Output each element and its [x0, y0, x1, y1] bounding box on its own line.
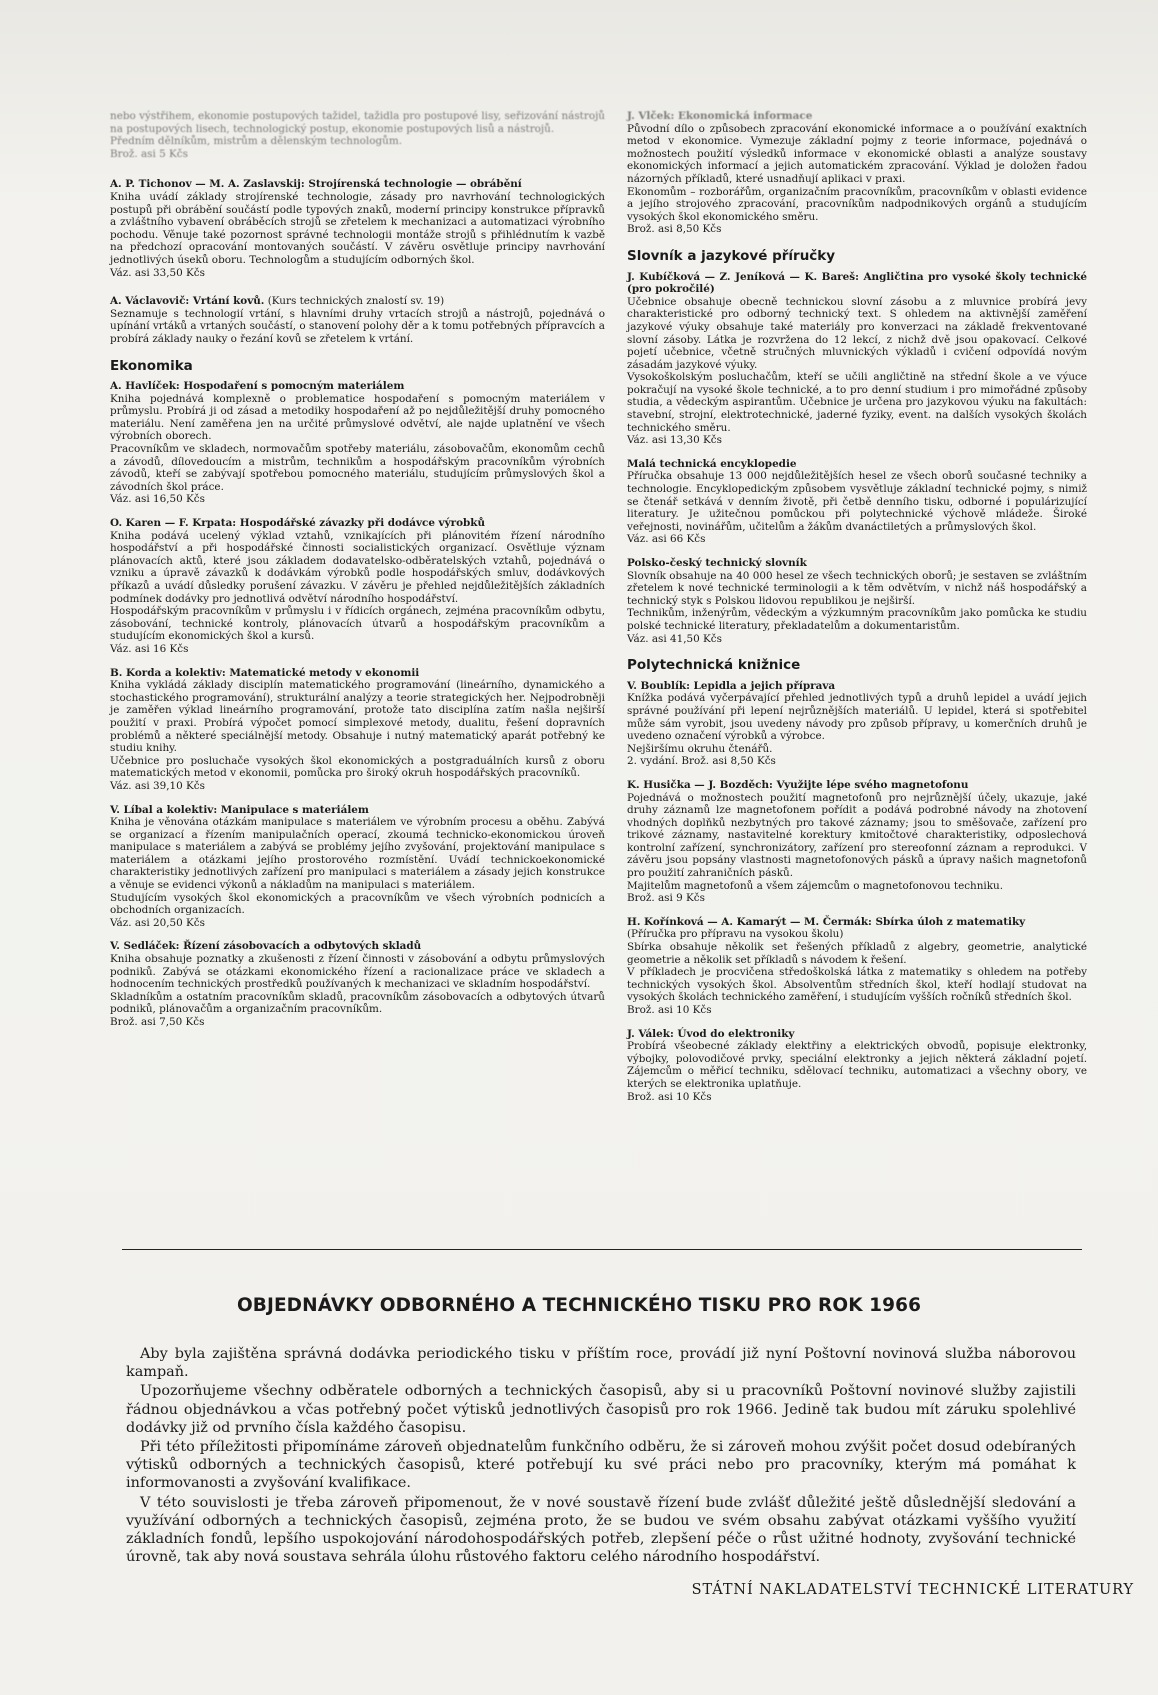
book-price: Váz. asi 39,10 Kčs	[110, 779, 205, 792]
book-description: Sbírka obsahuje několik set řešených příkladů z algebry, geometrie, analytické geometrie a několik set příkladů s návodem k řešení.	[627, 941, 1087, 966]
book-author-title: Polsko-český technický slovník	[627, 557, 807, 569]
announcement-headline: OBJEDNÁVKY ODBORNÉHO A TECHNICKÉHO TISKU PRO ROK 1966	[236, 1295, 922, 1316]
book-description: Učebnice obsahuje obecně technickou slovní zásobu a z mluvnice probírá jevy charakteristické pro odborný technický text. S ohledem na aktivnější zaměření jazykové výuky obsahuje také materiály pro konverzaci na základě frekventované slovní zásoby. Látka je rozvržena do 12 lekcí, z nichž dvě jsou opakovací. Celkové pojetí učebnice, včetně stručných mluvnických výkladů i cvičení odpovídá novým zásadám jazykové výuky.	[627, 295, 1087, 371]
book-author-title: J. Válek: Úvod do elektroniky	[627, 1027, 795, 1040]
book-price: Váz. asi 41,50 Kčs	[627, 632, 722, 645]
book-author-title: V. Líbal a kolektiv: Manipulace s materiálem	[110, 803, 369, 816]
book-author-title: V. Boublík: Lepidla a jejich příprava	[627, 679, 836, 692]
announcement-paragraph: Při této příležitosti připomínáme zároveň objednatelům funkčního odběru, že si zároveň mohou zvýšit počet dosud odebíraných výtisků odborných a technických časopisů, které potřebují ku své práci nebo pro pracovníky, kterým má pomáhat k informovanosti a zvyšování kvalifikace.	[126, 1439, 1076, 1492]
book-description: Kniha obsahuje poznatky a zkušenosti z řízení činnosti v zásobování a odbytu průmyslových podniků. Zabývá se otázkami ekonomického řízení a racionalizace práce ve skladech a hodnocením technických prostředků používaných k mechanizaci ve skladním hospodářství.	[110, 953, 605, 991]
announcement-paragraph: Upozorňujeme všechny odběratele odborných a technických časopisů, aby si u pracovníků Poštovní novinové služby zajistili řádnou objednávkou a včas potřebný počet výtisků jednotlivých časopisů pro rok 1966. Jedině tak budou mít záruku spolehlivé dodávky již od prvního čísla každého časopisu.	[126, 1383, 1076, 1436]
announcement-paragraph: V této souvislosti je třeba zároveň připomenout, že v nové soustavě řízení bude zvlášť důležité ještě důslednější sledování a využívání odborných a technických časopisů, zejména proto, že se budou ve svém obsahu zabývat otázkami vyššího využití základních fondů, lepšího uspokojování národohospodářských potřeb, zlepšení péče o růst užitné hodnoty, zvyšování technické úrovně, tak aby nová soustava sehrála úlohu růstového faktoru celého národního hospodářství.	[126, 1494, 1076, 1566]
top-fragment-note: Předním dělníkům, mistrům a dělenským technologům.	[110, 135, 402, 148]
section-heading-polytechnicka: Polytechnická knižnice	[627, 657, 801, 674]
section-heading-ekonomika: Ekonomika	[110, 357, 193, 374]
book-entry	[110, 667, 605, 793]
book-description: Kniha pojednává komplexně o problematice hospodaření s pomocným materiálem v průmyslu. Probírá ji od zásad a metodiky hospodaření až po nejdůležitější druhy pomocného materiálu. Není zaměřena jen na určité průmyslové odvětví, ale najde uplatnění ve všech výrobních oborech.	[110, 392, 605, 443]
book-price: 2. vydání. Brož. asi 8,50 Kčs	[627, 755, 776, 768]
book-audience: Hospodářským pracovníkům v průmyslu i v řídicích orgánech, zejména pracovníkům odbytu, zásobování, technické kontroly, plánovacích útvarů a hospodářským pracovníkům a studujícím ekonomických škol a kursů.	[110, 605, 605, 643]
book-author-title: B. Korda a kolektiv: Matematické metody v ekonomii	[110, 666, 420, 679]
book-author-title: K. Husička — J. Bozděch: Využijte lépe svého magnetofonu	[627, 778, 969, 791]
book-price: Brož. asi 10 Kčs	[627, 1090, 712, 1103]
book-audience: Majitelům magnetofonů a všem zájemcům o magnetofonovou techniku.	[627, 879, 1004, 892]
book-author-title: H. Kořínková — A. Kamarýt — M. Čermák: Sbírka úloh z matematiky	[627, 915, 1026, 928]
book-author-title: J. Kubíčková — Z. Jeníková — K. Bareš: Angličtina pro vysoké školy technické (pro pokročilé)	[627, 270, 1087, 296]
book-description: Kniha vykládá základy disciplín matematického programování (lineárního, dynamického a stochastického programování), strukturální analýzy a teorie strategických her. Nejpodrobněji je zaměřen výklad lineárního programování, protože tato disciplína zatím našla nejširší použití v praxi. Probírá výpočet pomocí simplexové metody, dualitu, řešení dopravních problémů a některé speciálnější metody. Obsahuje i nutný matematický aparát potřebný ke studiu knihy.	[110, 679, 605, 755]
book-price: Váz. asi 13,30 Kčs	[627, 434, 722, 447]
book-audience: Pracovníkům ve skladech, normovačům spotřeby materiálu, zásobovačům, ekonomům cechů a závodů, dílovedoucím a mistrům, technikům a hospodářským pracovníkům výrobních závodů, kteří se zabývají spotřebou pomocného materiálu, studujícím průmyslových škol a závodních škol práce.	[110, 443, 605, 493]
book-audience: Vysokoškolským posluchačům, kteří se učili angličtině na střední škole a ve výuce pokračují na vysoké škole technické, a to pro denní studium i pro mimořádné způsoby studia, a vědeckým aspirantům. Učebnice je určena pro jazykovou výuku na fakultách: stavební, strojní, elektrotechnické, jaderné fyziky, event. na dalších vysokých školách technického směru.	[627, 371, 1087, 434]
book-entry	[110, 517, 605, 656]
book-author-title: Malá technická encyklopedie	[627, 457, 797, 470]
book-entry	[627, 458, 1087, 546]
book-entry	[110, 940, 605, 1028]
section-heading-slovnik: Slovník a jazykové příručky	[627, 247, 836, 264]
book-author-title: O. Karen — F. Krpata: Hospodářské závazky při dodávce výrobků	[110, 517, 486, 530]
book-description: Kniha je věnována otázkám manipulace s materiálem ve výrobním procesu a oběhu. Zabývá se organizací a řízením manipulačních operací, zkoumá technicko-ekonomickou úroveň manipulace s materiálem a zabývá se problémy jejího zvyšování, projektování manipulace s materiálem a otázkami jejího prostorového rozmístění. Uvádí technickoekonomické charakteristiky jednotlivých zařízení pro manipulaci s materiálem a zásady jejich konstrukce a věnuje se evidenci výkonů a nákladům na manipulaci s materiálem.	[110, 816, 605, 892]
book-entry	[627, 271, 1087, 447]
right-column	[627, 110, 1087, 1114]
book-entry	[110, 804, 605, 930]
book-series: (Kurs technických znalostí sv. 19)	[264, 295, 445, 308]
book-entry	[627, 916, 1087, 1017]
announcement-paragraph: Aby byla zajištěna správná dodávka periodického tisku v příštím roce, provádí již nyní Poštovní novinová služba náborovou kampaň.	[126, 1346, 1076, 1381]
book-entry	[627, 779, 1087, 905]
book-description: Knížka podává vyčerpávající přehled jednotlivých typů a druhů lepidel a uvádí jejich správné používání při lepení nejrůznějších materiálů. U lepidel, která si spotřebitel může sám vyrobit, jsou uvedeny návody pro způsob přípravy, u komerčních druhů je uvedeno označení výrobků a výrobce.	[627, 692, 1087, 743]
book-description: Probírá všeobecné základy elektřiny a elektrických obvodů, popisuje elektronky, výbojky, polovodičové prvky, speciální elektronky a jejich některá základní pojetí. Zájemcům o měřicí techniku, sdělovací techniku, automatizaci a všechny obory, ve kterých se elektronika uplatňuje.	[627, 1040, 1087, 1090]
book-audience: Skladníkům a ostatním pracovníkům skladů, pracovníkům zásobovacích a odbytových útvarů podniků, plánovačům a organizačním pracovníkům.	[110, 990, 605, 1016]
book-entry	[110, 178, 605, 279]
book-author-title: A. Václavovič: Vrtání kovů.	[110, 295, 265, 308]
book-description: Kniha podává ucelený výklad vztahů, vznikajících při plánovitém řízení národního hospodářství a při hospodářské činnosti socialistických organizací. Osvětluje význam plánovacích aktů, které jsou základem dodavatelsko-odběratelských vztahů, pojednává o vzniku a úpravě závazků k dodávkám výrobků podle hospodářských smluv, dodávkových příkazů a uvádí důsledky porušení závazku. V závěru je přehled nejdůležitějších základních podmínek dodávky pro jednotlivá odvětví národního hospodářství.	[110, 529, 605, 605]
book-price: Váz. asi 20,50 Kčs	[110, 916, 205, 929]
book-price: Brož. asi 10 Kčs	[627, 1004, 712, 1016]
book-description: Příručka obsahuje 13 000 nejdůležitějších hesel ze všech oborů současné techniky a technologie. Encyklopedickým způsobem vysvětluje základní technické pojmy, s nimiž se čtenář setkává v denním životě, při četbě denního tisku, odborné i populárizující literatury. Je užitečnou pomůckou při polytechnické výchově mládeže. Široké veřejnosti, novinářům, učitelům a žákům dvanáctiletých a průmyslových škol.	[627, 470, 1087, 533]
book-entry	[627, 110, 1087, 236]
book-description: Seznamuje s technologií vrtání, s hlavními druhy vrtacích strojů a nástrojů, pojednává o upínání vrtáků a vrtaných součástí, o stanovení polohy děr a k tomu potřebných přípravcích a probírá základy nauky o řezání kovů se zřetelem k vrtání.	[110, 307, 605, 345]
book-price: Váz. asi 16,50 Kčs	[110, 493, 205, 506]
top-fragment-text: nebo výstřihem, ekonomie postupových tažidel, tažidla pro postupové lisy, seřizování nástrojů na postupových lisech, technologický postup, ekonomie postupových lisů a nástrojů.	[110, 110, 605, 135]
book-entry	[110, 295, 605, 345]
book-description: Kniha uvádí základy strojírenské technologie, zásady pro navrhování technologických postupů při obrábění součástí podle typových znaků, moderní principy konstrukce přípravků a zvláštního vybavení obráběcích strojů se zřetelem k mechanizaci a automatizaci výrobního pochodu. Věnuje také pozornost správné technologii montáže strojů s přihlédnutím k vazbě na předchozí opracování montovaných součástí. V závěru osvětluje principy navrhování jednotlivých úseků oboru. Technologům a studujícím odborných škol.	[110, 190, 605, 266]
book-audience: Technikům, inženýrům, vědeckým a výzkumným pracovníkům jako pomůcka ke studiu polské technické literatury, překladatelům a dokumentaristům.	[627, 607, 1087, 632]
book-audience: Ekonomům – rozborářům, organizačním pracovníkům, pracovníkům v oblasti evidence a jejího strojového zpracování, pracovníkům nadpodnikových orgánů a studujícím vysokých škol ekonomického směru.	[627, 185, 1087, 223]
book-price: Brož. asi 7,50 Kčs	[110, 1016, 205, 1028]
book-description: Slovník obsahuje na 40 000 hesel ze všech technických oborů; je sestaven se zvláštním zřetelem k nové technické terminologii a k těm odvětvím, v nichž náš hospodářský a technický styk s Polskou lidovou republikou je nejširší.	[627, 569, 1087, 607]
publisher-name: STÁTNÍ NAKLADATELSTVÍ TECHNICKÉ LITERATURY	[691, 1582, 1134, 1598]
book-author-title: J. Vlček: Ekonomická informace	[627, 110, 813, 122]
book-entry	[110, 380, 605, 506]
book-price: Váz. asi 33,50 Kčs	[110, 266, 205, 279]
book-author-title: A. P. Tichonov — M. A. Zaslavskij: Strojírenská technologie — obrábění	[110, 178, 522, 191]
book-price: Brož. asi 8,50 Kčs	[627, 223, 722, 236]
book-description: Pojednává o možnostech použití magnetofonů pro nejrůznější účely, ukazuje, jaké druhy záznamů lze magnetofonem pořídit a podává podrobné návody na zhotovení vhodných doplňků nezbytných pro takové záznamy; jsou to směšovače, zařízení pro trikové záznamy, nastavitelné korektury kmitočtové charakteristiky, odposlechová kontrolní zařízení, synchronizátory, zařízení pro stereofonní záznam a reprodukci. V závěru jsou popsány vlastnosti magnetofonových pásků a úpravy našich magnetofonů pro použití zahraničních pásků.	[627, 791, 1087, 880]
book-audience: V příkladech je procvičena středoškolská látka z matematiky s ohledem na potřeby technických vysokých škol. Absolventům středních škol, kteří hodlají studovat na vysokých školách technického zaměření, i studujícím vyšších ročníků středních škol.	[627, 966, 1087, 1004]
book-audience: Studujícím vysokých škol ekonomických a pracovníkům ve všech výrobních podnicích a obchodních organizacích.	[110, 891, 605, 917]
book-subtitle: (Příručka pro přípravu na vysokou školu)	[627, 928, 844, 941]
book-description: Původní dílo o způsobech zpracování ekonomické informace a o používání exaktních metod v ekonomice. Vymezuje základní pojmy z teorie informace, pojednává o možnostech použití výsledků informace v ekonomické oblasti a analýze soustavy ekonomických informací a jejich automatickém zpracování. Výklad je doložen řadou názorných příkladů, které usnadňují aplikaci v praxi.	[627, 122, 1087, 185]
book-audience: Nejširšímu okruhu čtenářů.	[627, 742, 773, 755]
book-entry	[627, 557, 1087, 645]
book-entry	[627, 680, 1087, 768]
book-price: Váz. asi 16 Kčs	[110, 642, 189, 655]
book-audience: Učebnice pro posluchače vysokých škol ekonomických a postgraduálních kursů z oboru matematických metod v ekonomii, pomůcka pro široký okruh hospodářských pracovníků.	[110, 754, 605, 780]
book-price: Brož. asi 9 Kčs	[627, 892, 705, 905]
book-entry	[627, 1028, 1087, 1104]
announcement-body	[126, 1345, 1076, 1567]
book-author-title: V. Sedláček: Řízení zásobovacích a odbytových skladů	[110, 940, 422, 953]
top-fragment-price: Brož. asi 5 Kčs	[110, 147, 188, 160]
left-column	[110, 110, 605, 1040]
book-price: Váz. asi 66 Kčs	[627, 533, 706, 546]
book-author-title: A. Havlíček: Hospodaření s pomocným materiálem	[110, 380, 405, 393]
section-divider	[122, 1249, 1082, 1250]
top-fragment	[110, 110, 605, 160]
